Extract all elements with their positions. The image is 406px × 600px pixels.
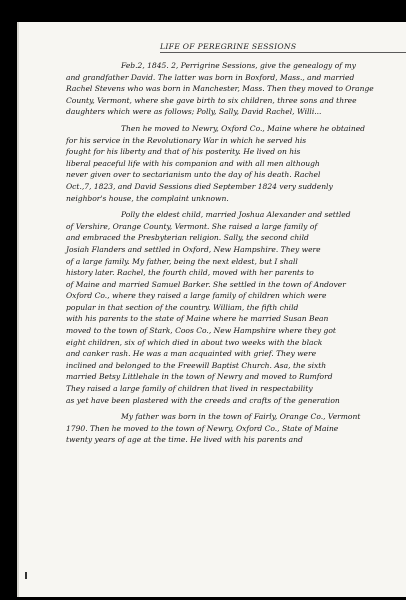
paragraph [17,411,406,446]
text-line: eight children, six of which died in about two weeks with the black [66,337,323,347]
text-line: Feb.2, 1845. 2, Perrigrine Sessions, give the genealogy of my [121,61,356,70]
text-line: Polly the eldest child, married Joshua Alexander and settled [121,210,351,220]
text-line: history later. Rachel, the fourth child, moved with her parents to [66,268,314,278]
text-line: They raised a large family of children that lived in respectability [66,384,313,394]
text-line: Josiah Flanders and settled in Oxford, New Hampshire. They were [66,244,321,254]
margin-mark [25,572,27,579]
text-line: County, Vermont, where she gave birth to six children, three sons and three [66,95,357,105]
text-line: Oct.,7, 1823, and David Sessions died September 1824 very suddenly [66,181,333,191]
text-line: of Vershire, Orange County, Vermont. She raised a large family of [66,221,318,231]
text-line: fought for his liberty and that of his posterity. He lived on his [66,147,301,157]
text-line: married Betsy Littlehale in the town of Newry and moved to Rumford [66,372,333,382]
text-line: as yet have been plastered with the creeds and crafts of the generation [66,395,340,405]
text-line: and grandfather David. The latter was born in Boxford, Mass., and married [66,72,355,82]
text-line: moved to the town of Stark, Coos Co., New Hampshire where they got [66,326,336,336]
text-line: My father was born in the town of Fairly, Orange Co., Vermont [121,412,361,422]
text-line: Rachel Stevens who was born in Manchester, Mass. Then they moved to Orange [66,84,374,94]
text-line: liberal peaceful life with his companion and with all men although [66,158,320,168]
text-line: Oxford Co., where they raised a large family of children which were [66,291,327,301]
text-line: neighbor's house, the complaint unknown. [66,193,229,203]
paragraph [17,60,406,118]
header-rule [160,52,406,53]
text-line: daughters which were as follows; Polly, Sally, David Rachel, Willi... [66,107,322,117]
text-line: with his parents to the state of Maine where he married Susan Bean [66,314,329,324]
text-line: Then he moved to Newry, Oxford Co., Maine where he obtained [121,123,366,133]
text-line: of a large family. My father, being the next eldest, but I shall [66,256,298,266]
text-line: of Maine and married Samuel Barker. She settled in the town of Andover [66,279,346,289]
paragraph [17,209,406,406]
text-line: and canker rash. He was a man acquainted with grief. They were [66,349,317,359]
text-line: 1790. Then he moved to the town of Newry, Oxford Co., State of Maine [66,423,339,433]
text-line: inclined and belonged to the Freewill Baptist Church. Asa, the sixth [66,360,327,370]
document-page [17,22,406,597]
text-line: popular in that section of the country. William, the fifth child [66,302,299,312]
text-line: twenty years of age at the time. He lived with his parents and [66,435,303,445]
document-body [17,60,406,446]
paragraph [17,123,406,204]
text-line: for his service in the Revolutionary War in which he served his [66,135,307,145]
text-line: and embraced the Presbyterian religion. Sally, the second child [66,233,309,243]
text-line: never given over to sectarianism unto the day of his death. Rachel [66,170,321,180]
page-header: LIFE OF PEREGRINE SESSIONS [160,42,297,51]
